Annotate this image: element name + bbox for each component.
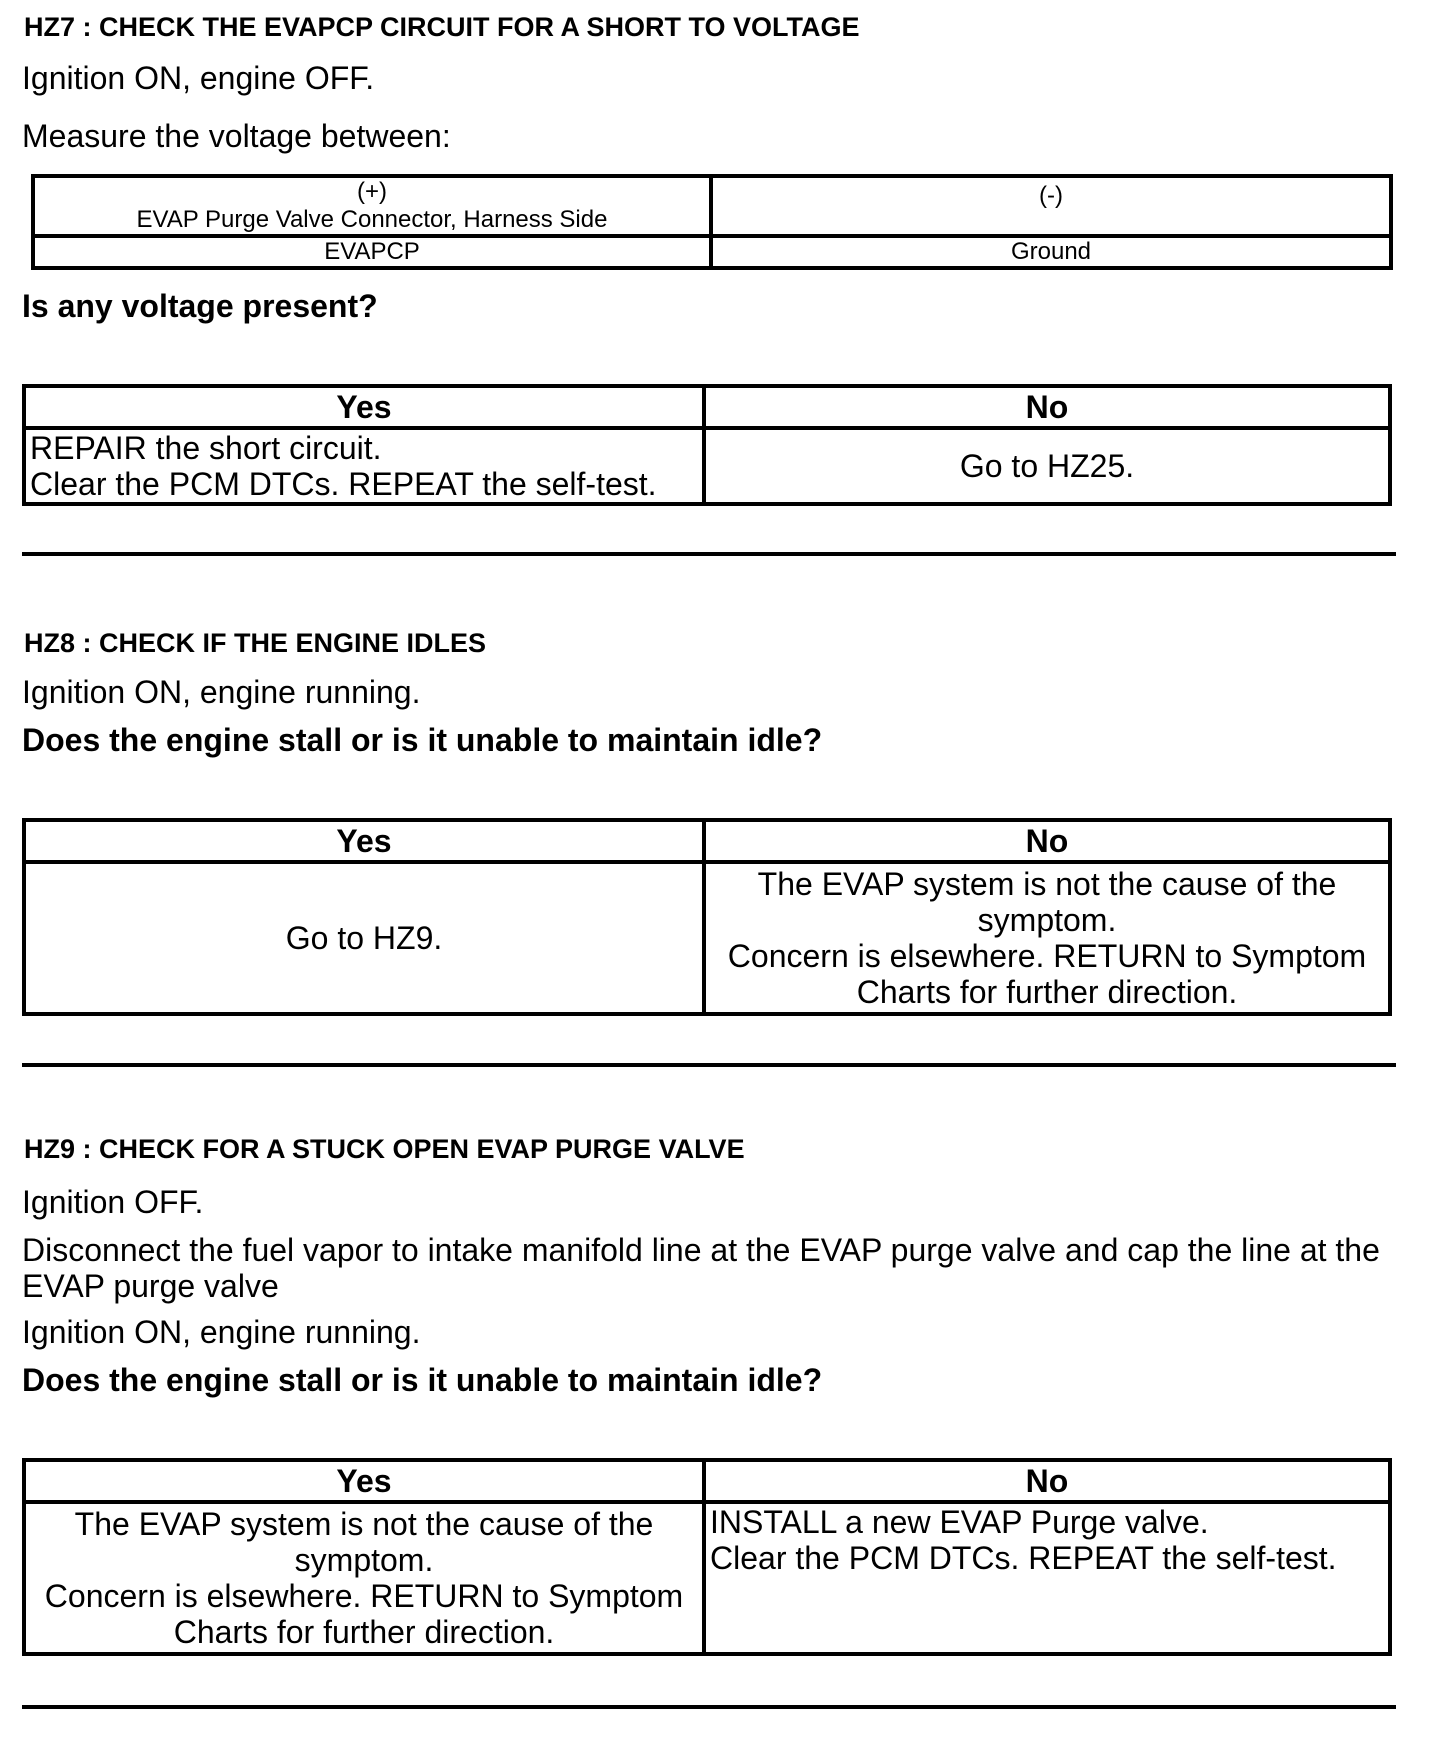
measure-minus-header-cell — [711, 176, 1391, 236]
hz8-no-header: No — [704, 820, 1390, 862]
hz9-step-ignition-on: Ignition ON, engine running. — [22, 1314, 421, 1350]
hz9-no-line: INSTALL a new EVAP Purge valve. — [710, 1504, 1209, 1540]
hz9-yes-line: Charts for further direction. — [173, 1614, 555, 1650]
hz9-question: Does the engine stall or is it unable to maintain idle? — [22, 1362, 823, 1398]
hz9-answer-table — [22, 1458, 1392, 1656]
hz9-no-cell — [704, 1502, 1390, 1654]
hz9-yes-header: Yes — [24, 1460, 704, 1502]
hz8-no-line: Concern is elsewhere. RETURN to Symptom — [727, 938, 1367, 974]
hz8-title: HZ8 : CHECK IF THE ENGINE IDLES — [24, 628, 487, 658]
hz8-step-ignition: Ignition ON, engine running. — [22, 674, 421, 710]
hz9-yes-line: The EVAP system is not the cause of the — [74, 1506, 654, 1542]
hz7-yes-line: Clear the PCM DTCs. REPEAT the self-test. — [30, 466, 657, 502]
hz9-no-line: Clear the PCM DTCs. REPEAT the self-test. — [710, 1540, 1337, 1576]
hz7-no-cell: Go to HZ25. — [704, 428, 1390, 504]
measure-plus-subheader: EVAP Purge Valve Connector, Harness Side — [136, 206, 608, 233]
hz7-no-header: No — [704, 386, 1390, 428]
hz8-no-line: The EVAP system is not the cause of the — [757, 866, 1337, 902]
measure-plus-value: EVAPCP — [33, 236, 711, 268]
measure-plus-header-cell — [33, 176, 711, 236]
section-divider — [22, 1063, 1396, 1067]
hz9-yes-cell — [24, 1502, 704, 1654]
section-divider — [22, 1705, 1396, 1709]
hz8-no-line: symptom. — [977, 902, 1117, 938]
hz8-no-cell — [704, 862, 1390, 1014]
hz9-step-disconnect: Disconnect the fuel vapor to intake manifold line at the EVAP purge valve and cap the line at the EVAP purge valve — [22, 1232, 1380, 1304]
hz9-no-header: No — [704, 1460, 1390, 1502]
hz8-yes-cell: Go to HZ9. — [24, 862, 704, 1014]
hz9-yes-line: Concern is elsewhere. RETURN to Symptom — [44, 1578, 684, 1614]
hz9-step-ignition-off: Ignition OFF. — [22, 1184, 204, 1220]
hz7-question: Is any voltage present? — [22, 288, 378, 324]
hz7-yes-line: REPAIR the short circuit. — [30, 430, 382, 466]
hz7-step-measure: Measure the voltage between: — [22, 118, 451, 154]
measure-minus-header: (-) — [1039, 182, 1063, 209]
hz7-yes-cell — [24, 428, 704, 504]
hz8-answer-table — [22, 818, 1392, 1016]
hz8-yes-header: Yes — [24, 820, 704, 862]
hz7-step-ignition: Ignition ON, engine OFF. — [22, 60, 375, 96]
hz7-measure-table — [31, 174, 1393, 270]
hz7-yes-header: Yes — [24, 386, 704, 428]
hz7-answer-table — [22, 384, 1392, 506]
section-divider — [22, 552, 1396, 556]
hz9-yes-line: symptom. — [294, 1542, 434, 1578]
hz9-title: HZ9 : CHECK FOR A STUCK OPEN EVAP PURGE VALVE — [24, 1134, 745, 1164]
hz8-question: Does the engine stall or is it unable to maintain idle? — [22, 722, 823, 758]
measure-plus-header: (+) — [357, 178, 387, 205]
measure-minus-value: Ground — [711, 236, 1391, 268]
hz7-title: HZ7 : CHECK THE EVAPCP CIRCUIT FOR A SHORT TO VOLTAGE — [24, 12, 860, 42]
hz8-no-line: Charts for further direction. — [856, 974, 1238, 1010]
